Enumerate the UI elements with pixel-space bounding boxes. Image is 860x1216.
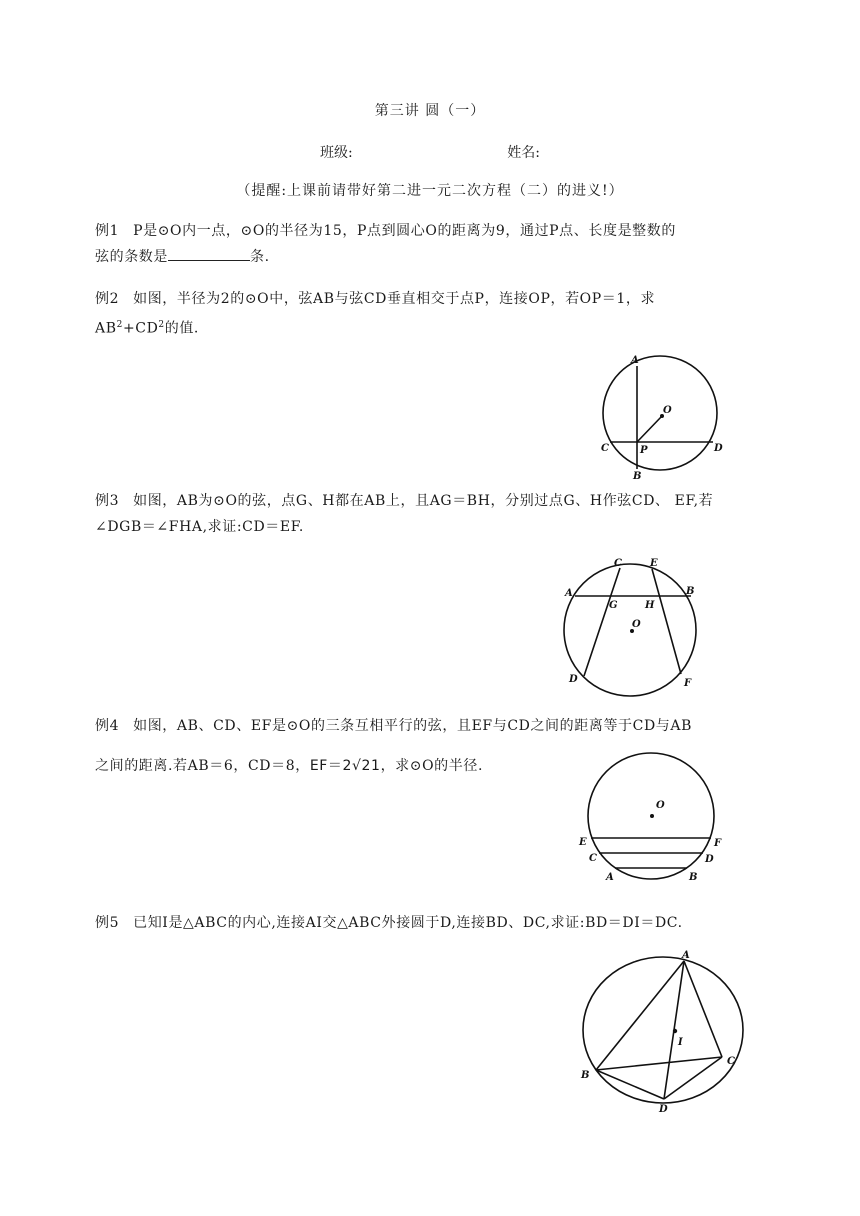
label-o: O [656,800,665,811]
label-g: G [609,600,618,611]
example-2-sup-2: 2 [158,320,165,330]
segment-bd [596,1070,664,1099]
example-3-figure [560,552,710,702]
example-1-text-c: 条. [250,249,270,265]
label-c: C [589,853,597,864]
example-2-cd: +CD [122,320,159,337]
example-1 [95,218,770,270]
example-4-ef-formula: EF＝2√21 [309,758,381,774]
example-1-text-b: 弦的条数是 [95,249,168,265]
example-5-label: 例5 [95,915,120,931]
point-o [650,814,654,818]
example-2-label: 例2 [95,291,120,307]
label-c: C [727,1056,735,1067]
example-3-text-a: 如图，AB为⊙O的弦，点G、H都在AB上，且AG＝BH，分别过点G、H作弦CD、 EF,若 [133,493,714,509]
label-o: O [663,405,672,416]
answer-blank[interactable] [168,246,250,261]
example-2-sup-1: 2 [116,320,123,330]
example-3 [95,488,770,540]
example-5 [95,910,770,936]
example-4-text-b3: ，求⊙O的半径. [380,758,484,774]
point-i [673,1029,677,1033]
class-name-line [0,142,860,162]
segment-op [637,416,662,442]
circumcircle [583,957,743,1103]
example-1-text-a: P是⊙O内一点，⊙O的半径为15，P点到圆心O的距离为9，通过P点、长度是整数的 [133,223,676,239]
label-b: B [581,1070,590,1081]
label-d: D [714,443,723,454]
label-b: B [686,586,695,597]
chord-cd [584,568,620,676]
example-5-figure [570,948,750,1118]
example-2-ab: AB [95,320,117,337]
example-2-text-b3: 的值. [164,320,199,337]
example-4-label: 例4 [95,718,120,734]
label-b: B [633,471,642,482]
example-3-label: 例3 [95,493,120,509]
label-a: A [631,355,639,366]
label-h: H [645,600,655,611]
label-a: A [565,588,573,599]
circle-o [564,564,696,696]
label-p: P [640,445,648,456]
example-4-text-b1: 之间的距离.若AB＝6，CD＝8， [95,758,310,774]
label-d: D [659,1104,668,1115]
label-e: E [579,837,587,848]
label-e: E [650,558,658,569]
page-title: 第三讲 圆（一） [374,103,486,119]
label-c: C [601,443,609,454]
example-2-figure [590,350,730,485]
label-d: D [705,854,714,865]
name-label: 姓名: [507,145,540,161]
chord-ef [652,569,681,674]
class-label: 班级: [320,145,353,161]
example-2 [95,286,770,342]
label-o: O [632,619,641,630]
example-3-text-b: ∠DGB＝∠FHA,求证:CD＝EF. [95,519,304,535]
label-d: D [569,674,578,685]
label-f: F [714,838,722,849]
reminder-note: （提醒:上课前请带好第二进一元二次方程（二）的进义!） [236,183,624,199]
example-5-text-a: 已知I是△ABC的内心,连接AI交△ABC外接圆于D,连接BD、DC,求证:BD＝DI＝DC. [133,915,683,931]
circle-o [603,356,717,470]
example-1-label: 例1 [95,223,120,239]
label-i: I [678,1037,683,1048]
label-b: B [689,872,698,883]
label-f: F [684,678,692,689]
label-c: C [614,558,622,569]
side-bc [596,1057,722,1070]
example-4-text-a: 如图，AB、CD、EF是⊙O的三条互相平行的弦，且EF与CD之间的距离等于CD与AB [133,718,692,734]
label-a: A [606,872,614,883]
example-2-text-a: 如图，半径为2的⊙O中，弦AB与弦CD垂直相交于点P，连接OP，若OP＝1，求 [133,291,656,307]
label-a: A [682,950,690,961]
example-4-figure [575,748,725,888]
segment-dc [664,1057,722,1099]
